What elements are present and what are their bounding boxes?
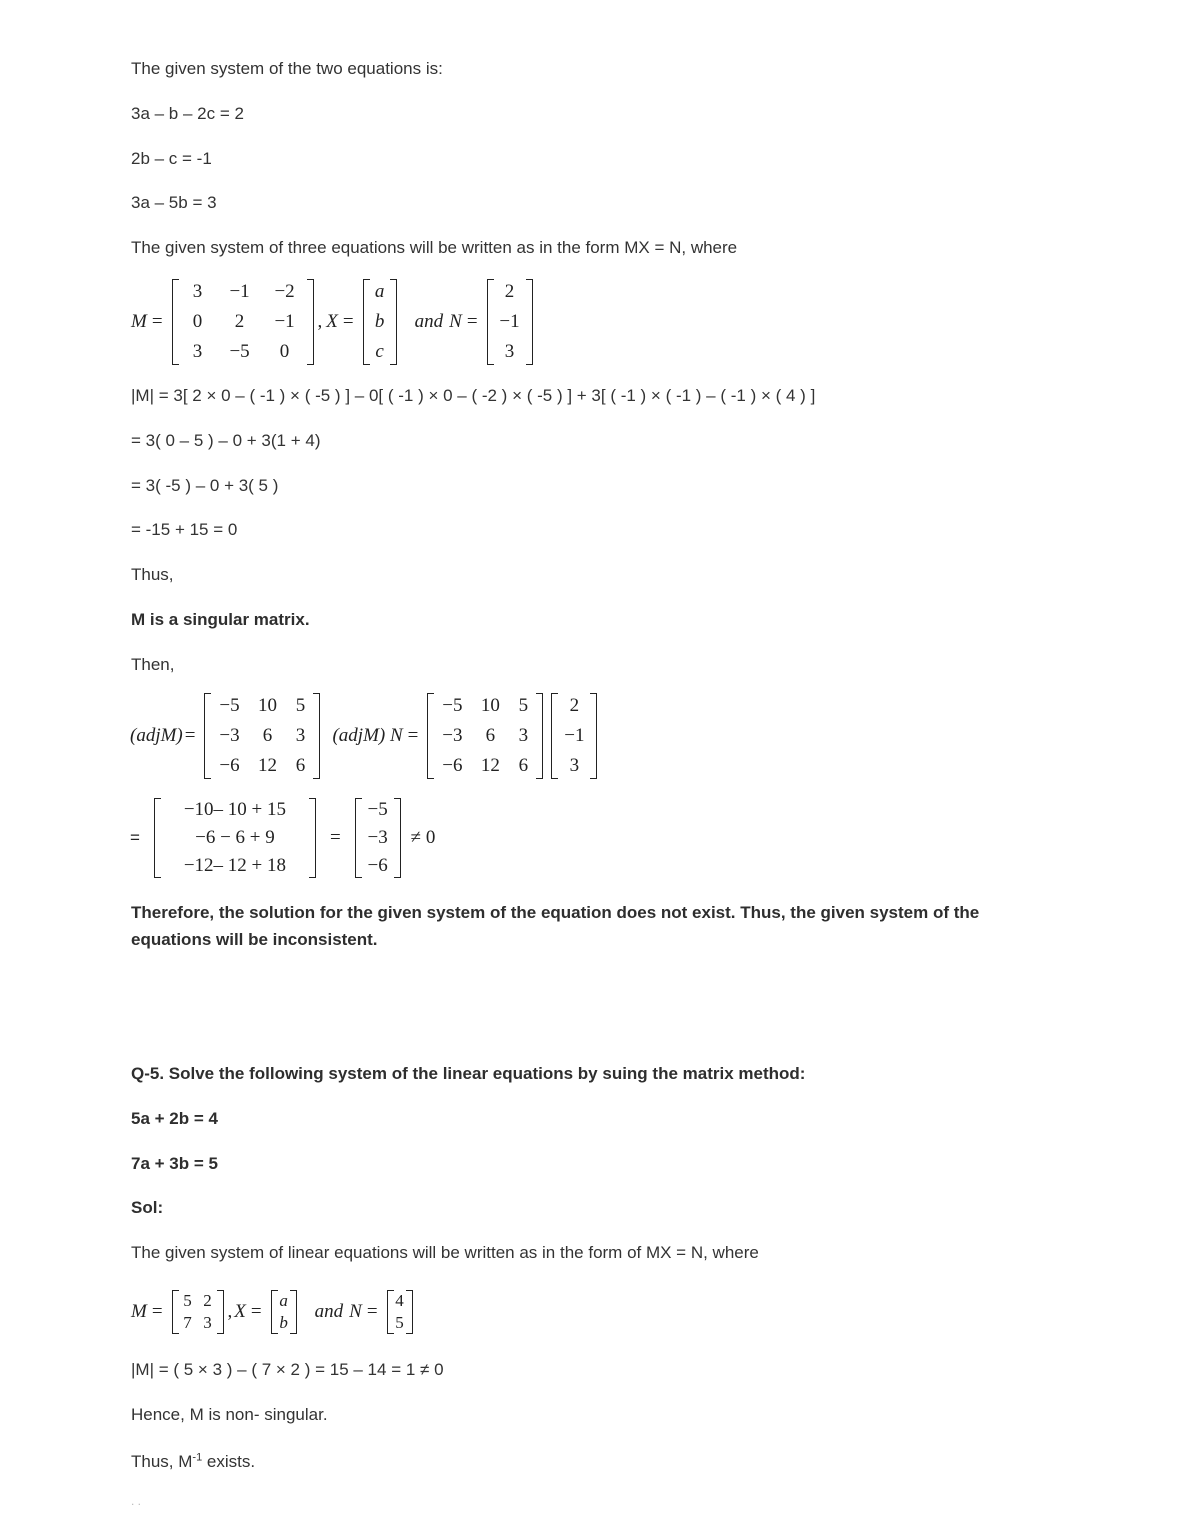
- continuation-dots: . .: [131, 1494, 142, 1508]
- determinant-step-2: = 3( 0 – 5 ) – 0 + 3(1 + 4): [131, 431, 321, 450]
- matrix-product-expr: −10– 10 + 15 −6 − 6 + 9 −12– 12 + 18: [154, 798, 316, 878]
- matrix-adj-m: −5 10 5 −3 6 3 −6 12 6: [204, 693, 320, 779]
- q5-equation-1: 5a + 2b = 4: [131, 1109, 218, 1128]
- determinant-step-3: = 3( -5 ) – 0 + 3( 5 ): [131, 476, 279, 495]
- determinant-step-1: |M| = 3[ 2 × 0 – ( -1 ) × ( -5 ) ] – 0[ ( -1 ) × 0 – ( -2 ) × ( -5 ) ] + 3[ ( -1 ) × ( -1 ) – ( -1 ) × ( 4 ) ]: [131, 386, 816, 405]
- matrix-x: a b c: [363, 279, 397, 365]
- form-text: The given system of three equations will be written as in the form MX = N, where: [131, 238, 738, 257]
- not-equal-zero: ≠ 0: [410, 827, 436, 848]
- product-equation: = −10– 10 + 15 −6 − 6 + 9 −12– 12 + 18 = −5 −3 −6 ≠ 0: [130, 799, 436, 876]
- q5-matrix-x: a b: [271, 1290, 297, 1334]
- q5-equation-2: 7a + 3b = 5: [131, 1154, 218, 1173]
- matrix-product-result: −5 −3 −6: [355, 798, 401, 878]
- q5-form-text: The given system of linear equations will be written as in the form of MX = N, where: [131, 1243, 759, 1262]
- intro-text: The given system of the two equations is:: [131, 59, 443, 78]
- adj-n-label: (adjM) N: [332, 725, 403, 746]
- equation-3: 3a – 5b = 3: [131, 193, 217, 212]
- q5-matrix-n: 4 5: [387, 1290, 413, 1334]
- matrix-m: 3 −1 −2 0 2 −1 3 −5 0: [172, 279, 314, 365]
- sol-label: Sol:: [131, 1198, 164, 1217]
- matrix-n-2: 2 −1 3: [551, 693, 597, 779]
- q5-determinant: |M| = ( 5 × 3 ) – ( 7 × 2 ) = 15 – 14 = 1 ≠ 0: [131, 1360, 444, 1379]
- label-x: X: [326, 311, 338, 332]
- question-5-heading: Q-5. Solve the following system of the linear equations by suing the matrix method:: [131, 1064, 806, 1083]
- matrix-equation-1: M = 3 −1 −2 0 2 −1 3 −5 0 , X = a b c and N = 2 −1 3: [131, 278, 537, 366]
- non-singular-text: Hence, M is non- singular.: [131, 1405, 328, 1424]
- thus-text: Thus,: [131, 565, 174, 584]
- q5-matrix-equation: M = 5 2 7 3 , X = a b and N = 4 5: [131, 1284, 417, 1340]
- determinant-step-4: = -15 + 15 = 0: [131, 520, 238, 539]
- q5-matrix-m: 5 2 7 3: [172, 1290, 224, 1334]
- matrix-n: 2 −1 3: [487, 279, 533, 365]
- adj-label: (adjM): [130, 725, 183, 746]
- label-n: N: [449, 311, 462, 332]
- inconsistent-conclusion: Therefore, the solution for the given system of the equation does not exist. Thus, the given system of the equations will be inconsistent.: [131, 903, 980, 949]
- label-m: M: [131, 311, 147, 332]
- then-text: Then,: [131, 655, 175, 674]
- matrix-adj-m-2: −5 10 5 −3 6 3 −6 12 6: [427, 693, 543, 779]
- inverse-exists-text: Thus, $M^{-1}$ exists.: [131, 1451, 256, 1471]
- adjoint-equation: (adjM) = −5 10 5 −3 6 3 −6 12 6 (adjM) N = −5 10 5 −3 6 3 −6 12 6 2 −1 3: [130, 692, 601, 780]
- equation-2: 2b – c = -1: [131, 149, 212, 168]
- singular-conclusion: M is a singular matrix.: [131, 610, 310, 629]
- equation-1: 3a – b – 2c = 2: [131, 104, 244, 123]
